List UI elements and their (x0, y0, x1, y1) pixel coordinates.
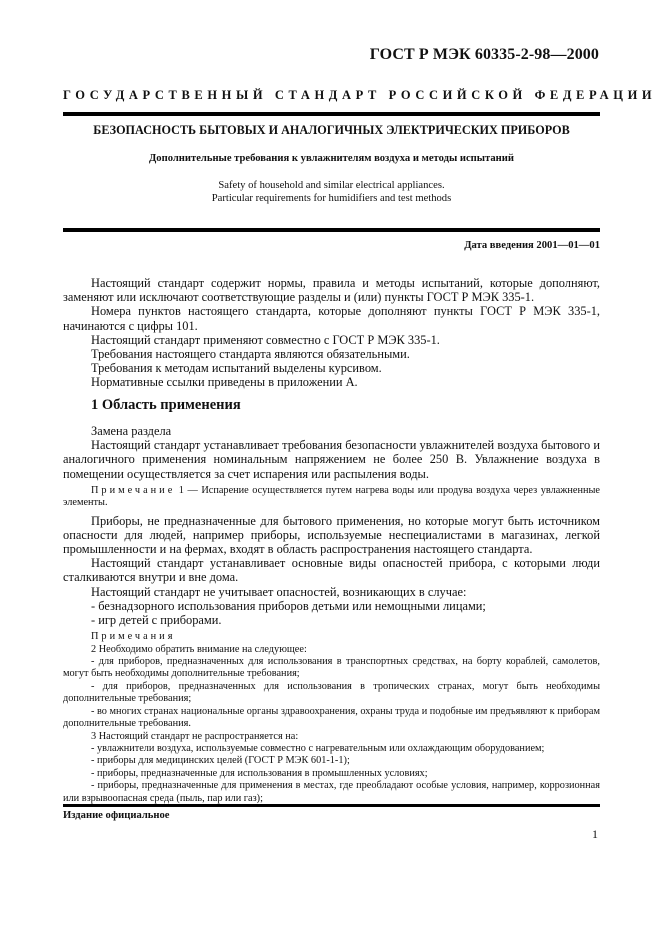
preamble-paragraph: Требования настоящего стандарта являются обязательными. (91, 347, 410, 362)
note-item: - приборы, предназначенные для применения в местах, где преобладают особые условия, например, коррозионная или взрывоопасная среда (пыль, пар или газ); (63, 780, 600, 804)
note-3-intro: 3 Настоящий стандарт не распространяется на: (91, 730, 299, 742)
state-standard-title: ГОСУДАРСТВЕННЫЙ СТАНДАРТ РОССИЙСКОЙ ФЕДЕРАЦИИ (63, 88, 657, 102)
note-label: Примечание (91, 484, 176, 496)
note-item: - для приборов, предназначенных для использования в транспортных средствах, на борту кораблей, самолетов, могут быть необходимы дополнительные требования; (63, 656, 600, 680)
preamble-paragraph: Нормативные ссылки приведены в приложении А. (91, 375, 358, 390)
note-item: - увлажнители воздуха, используемые совместно с нагревательным или охлаждающим оборудованием; (91, 742, 545, 754)
english-title (63, 180, 600, 205)
section-heading: 1 Область применения (91, 397, 241, 413)
note-2-intro: 2 Необходимо обратить внимание на следующее: (91, 643, 307, 655)
preamble-paragraph: Номера пунктов настоящего стандарта, которые дополняют пункты ГОСТ Р МЭК 335-1, начинаются с цифры 101. (63, 304, 600, 333)
preamble-paragraph: Настоящий стандарт применяют совместно с ГОСТ Р МЭК 335-1. (91, 332, 440, 347)
scope-paragraph: Настоящий стандарт не учитывает опасностей, возникающих в случае: (91, 584, 467, 599)
bullet-item: - безнадзорного использования приборов детьми или немощными лицами; (91, 598, 486, 613)
note-item: - приборы для медицинских целей (ГОСТ Р МЭК 601-1-1); (91, 755, 350, 767)
scope-paragraph: Настоящий стандарт устанавливает требования безопасности увлажнителей воздуха бытового и аналогичного применения номинальным напряжением не более 250 В. Увлажнение воздуха в помещении осуществляется за счет испарения или распыления воды. (63, 438, 600, 481)
page-number: 1 (592, 827, 598, 841)
middle-rule-divider (63, 228, 600, 232)
note-1 (63, 485, 600, 510)
introduction-date: Дата введения 2001—01—01 (464, 240, 600, 251)
notes-label: Примечания (91, 631, 176, 643)
official-edition-label: Издание официальное (63, 810, 170, 821)
english-title-line2: Particular requirements for humidifiers and test methods (211, 192, 452, 204)
section-1-body (63, 424, 600, 805)
bullet-item: - игр детей с приборами. (91, 613, 222, 628)
scope-paragraph: Настоящий стандарт устанавливает основные виды опасностей прибора, с которыми люди сталкиваются внутри и вне дома. (63, 556, 600, 585)
note-text: 1 — Испарение осуществляется путем нагрева воды или продува воздуха через увлажненные элементы. (63, 484, 600, 509)
top-rule-divider (63, 112, 600, 116)
preamble (63, 276, 600, 390)
footer-rule-divider (63, 804, 600, 807)
replace-section-label: Замена раздела (91, 424, 172, 438)
document-code: ГОСТ Р МЭК 60335-2-98—2000 (369, 46, 599, 63)
preamble-paragraph: Требования к методам испытаний выделены курсивом. (91, 361, 382, 376)
preamble-paragraph: Настоящий стандарт содержит нормы, правила и методы испытаний, которые дополняют, заменяют или исключают соответствующие разделы и (или) пункты ГОСТ Р МЭК 335-1. (63, 276, 600, 305)
note-item: - во многих странах национальные органы здравоохранения, охраны труда и подобные им предъявляют к приборам дополнительные требования. (63, 705, 600, 730)
note-item: - для приборов, предназначенных для использования в тропических странах, могут быть необходимы дополнительные требования; (63, 680, 600, 705)
scope-paragraph: Приборы, не предназначенные для бытового применения, но которые могут быть источником опасности для людей, например приборы, используемые неспециалистами в магазинах, легкой промышленности и на фермах, входят в область распространения настоящего стандарта. (63, 513, 600, 557)
english-title-line1: Safety of household and similar electrical appliances. (218, 180, 445, 191)
document-subtitle: Дополнительные требования к увлажнителям воздуха и методы испытаний (149, 153, 514, 164)
note-item: - приборы, предназначенные для использования в промышленных условиях; (91, 767, 428, 779)
document-main-title: БЕЗОПАСНОСТЬ БЫТОВЫХ И АНАЛОГИЧНЫХ ЭЛЕКТРИЧЕСКИХ ПРИБОРОВ (93, 123, 570, 137)
